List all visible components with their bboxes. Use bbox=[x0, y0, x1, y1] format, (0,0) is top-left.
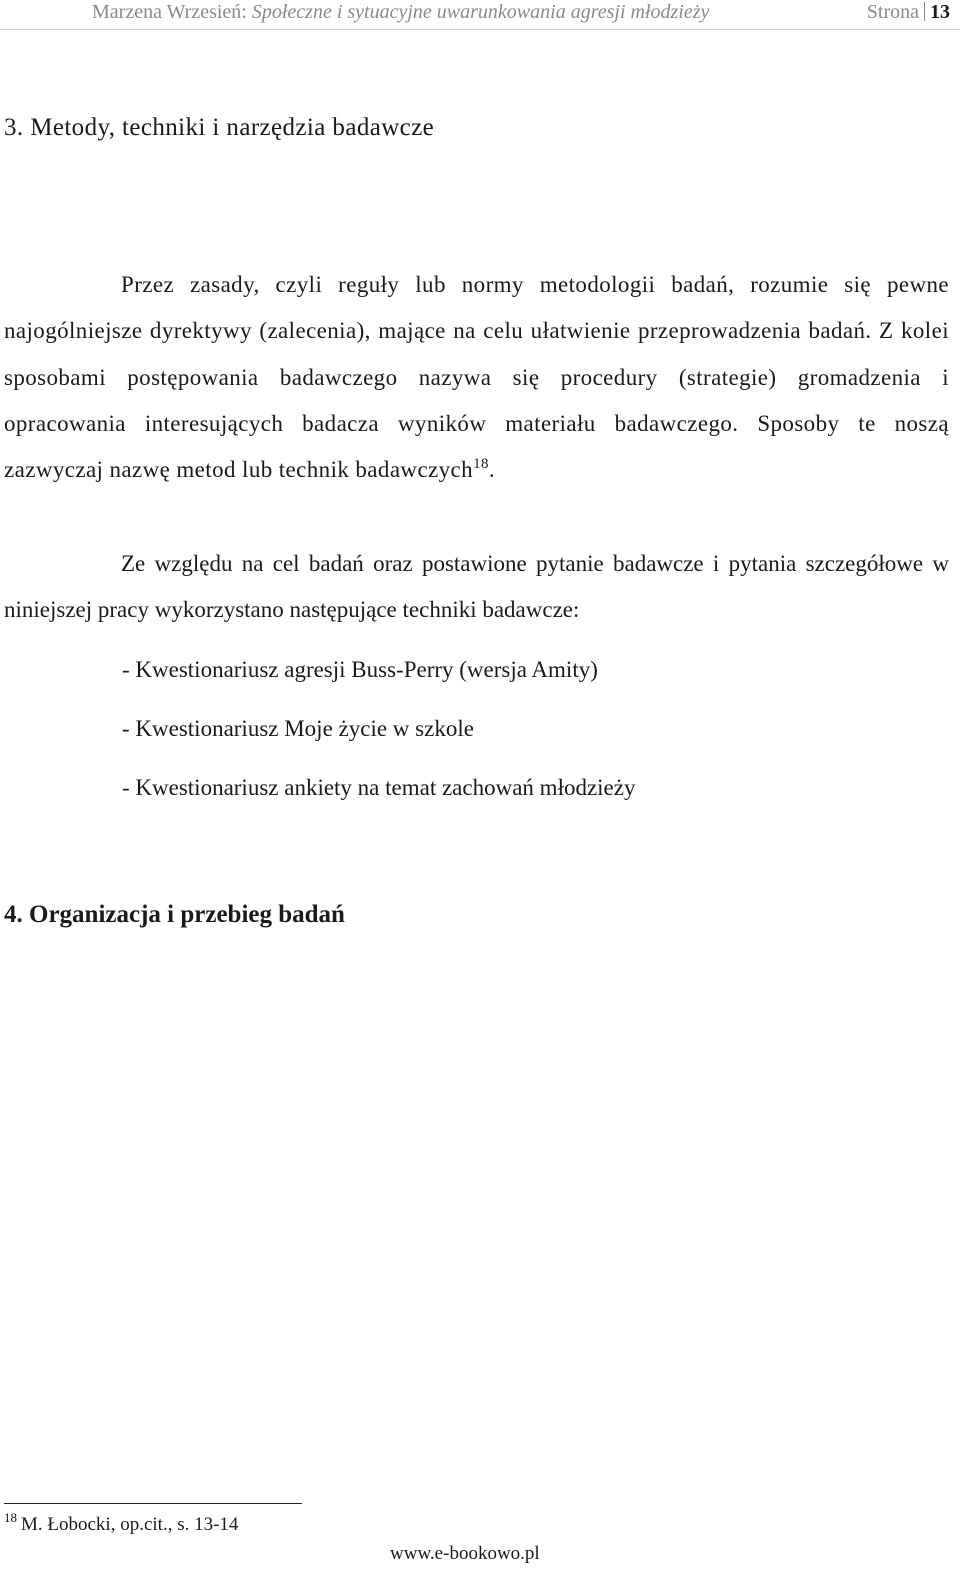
page-separator bbox=[924, 2, 925, 21]
paragraph-techniques bbox=[4, 541, 949, 634]
footnote bbox=[4, 1510, 239, 1536]
page-indicator bbox=[867, 1, 950, 24]
page-header bbox=[0, 0, 960, 30]
paragraph-methods-end: . bbox=[488, 457, 496, 483]
footnote-divider bbox=[4, 1503, 302, 1504]
paragraph-methods bbox=[4, 262, 949, 493]
page-number: 13 bbox=[930, 1, 950, 23]
footnote-text: M. Łobocki, op.cit., s. 13-14 bbox=[21, 1514, 239, 1535]
footer-website: www.e-bookowo.pl bbox=[390, 1543, 540, 1564]
technique-item: - Kwestionariusz Moje życie w szkole bbox=[122, 716, 474, 741]
technique-item: - Kwestionariusz ankiety na temat zachowań młodzieży bbox=[122, 775, 636, 800]
page-label: Strona bbox=[866, 1, 919, 23]
header-author: Marzena Wrzesień: bbox=[92, 1, 247, 23]
footnote-number: 18 bbox=[4, 1510, 17, 1525]
section-3-heading: 3. Metody, techniki i narzędzia badawcze bbox=[4, 114, 435, 141]
footnote-reference: 18 bbox=[473, 456, 489, 473]
paragraph-techniques-text: Ze względu na cel badań oraz postawione pytanie badawcze i pytania szczegółowe w niniejszej pracy wykorzystano następujące techniki badawcze: bbox=[4, 551, 949, 623]
paragraph-methods-text: Przez zasady, czyli reguły lub normy metodologii badań, rozumie się pewne najogólniejsze dyrektywy (zalecenia), mające na celu ułatwienie przeprowadzenia badań. Z kolei sposobami postępowania badawczego nazywa się procedury (strategie) gromadzenia i opracowania interesujących badacza wyników materiału badawczego. Sposoby te noszą zazwyczaj nazwę metod lub technik badawczych bbox=[4, 272, 949, 483]
technique-item: - Kwestionariusz agresji Buss-Perry (wersja Amity) bbox=[122, 657, 598, 682]
section-4-heading: 4. Organizacja i przebieg badań bbox=[4, 901, 345, 928]
running-title bbox=[92, 1, 709, 24]
header-book-title: Społeczne i sytuacyjne uwarunkowania agresji młodzieży bbox=[251, 1, 710, 23]
techniques-list bbox=[122, 647, 635, 824]
